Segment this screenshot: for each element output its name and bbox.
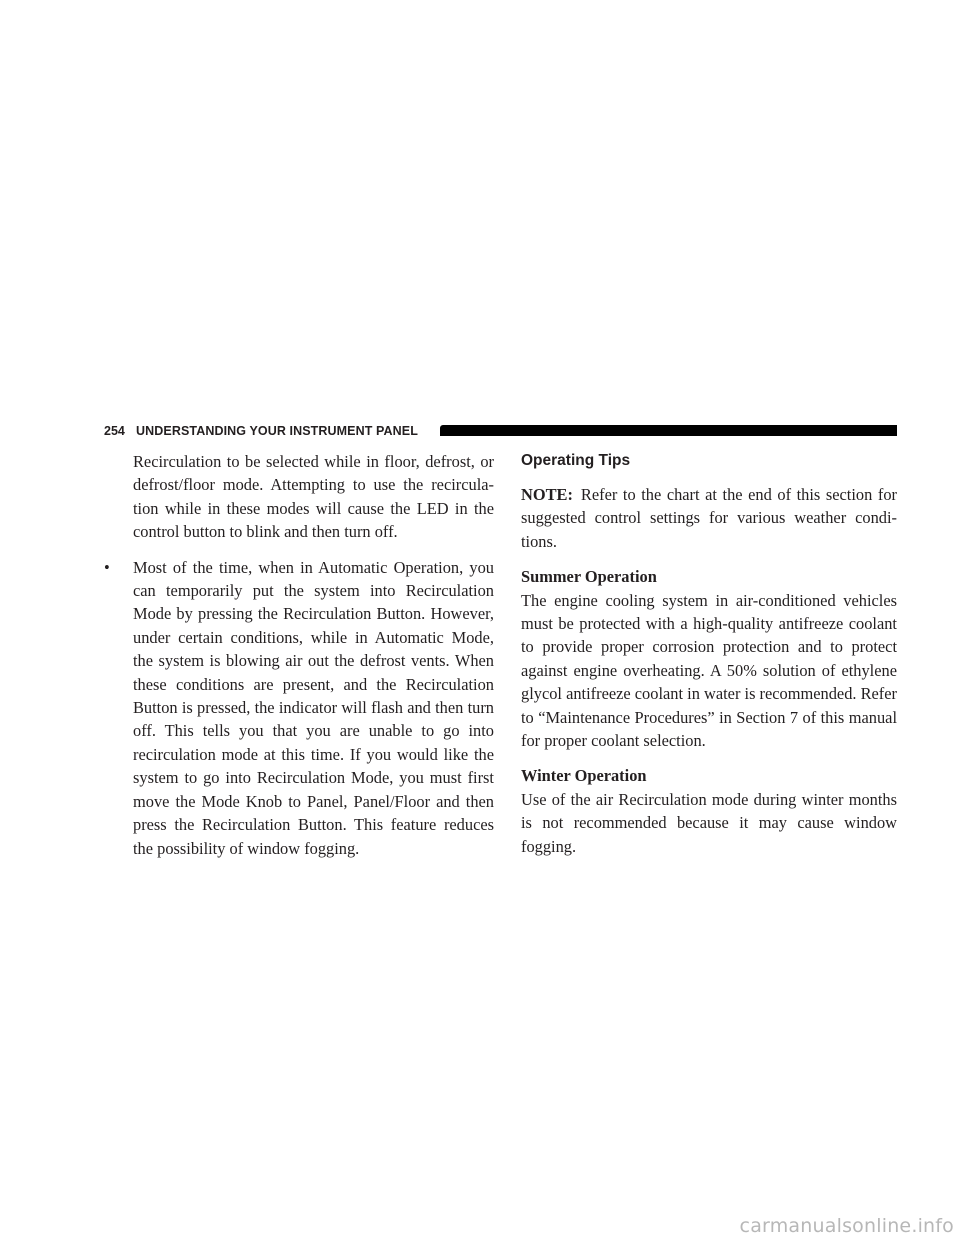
note-paragraph xyxy=(521,483,897,553)
bullet-icon: • xyxy=(104,557,110,577)
note-label: NOTE: xyxy=(521,485,573,504)
bullet-text: Most of the time, when in Automatic Operation, you can temporarily put the system into Recirculation Mode by pressing the Recirculation Button. However, under certain conditions, while in Automatic Mode, the system is blowing air out the defrost vents. When these conditions are present, and the Recirculation Button is pressed, the indicator will flash and then turn off. This tells you that you are unable to go into recirculation mode at this time. If you would like the system to go into Recirculation Mode, you must first move the Mode Knob to Panel, Panel/Floor and then press the Recirculation Button. This feature reduces the possibility of window fogging. xyxy=(133,557,494,858)
note-text: Refer to the chart at the end of this section for suggested control settings for various weather condi- tions. xyxy=(521,485,897,551)
operating-tips-heading: Operating Tips xyxy=(521,452,631,469)
left-column xyxy=(104,450,494,860)
winter-operation-text: Use of the air Recirculation mode during winter months is not recommended because it may cause window fogging. xyxy=(521,789,897,856)
continued-paragraph: Recirculation to be selected while in floor, defrost, or defrost/floor mode. Attempting to use the recircula- tion while in these modes will cause the LED in the control button to blink and then turn off. xyxy=(133,452,494,542)
summer-operation-heading: Summer Operation xyxy=(521,567,657,587)
section-title: UNDERSTANDING YOUR INSTRUMENT PANEL xyxy=(136,424,418,438)
winter-operation-heading: Winter Operation xyxy=(521,766,647,786)
running-header xyxy=(104,423,897,439)
summer-operation-text: The engine cooling system in air-conditioned vehicles must be protected with a high-quality antifreeze coolant to provide proper corrosion protection and to protect against engine overheating. A 50% solution of ethylene glycol antifreeze coolant in water is recommended. Refer to “Maintenance Procedures” in Section 7 of this manual for proper coolant selection. xyxy=(521,590,897,751)
right-column xyxy=(521,450,897,870)
watermark: carmanualsonline.info xyxy=(739,1215,954,1237)
header-rule xyxy=(440,425,897,436)
bullet-item xyxy=(104,556,494,860)
page-number: 254 xyxy=(104,424,125,438)
